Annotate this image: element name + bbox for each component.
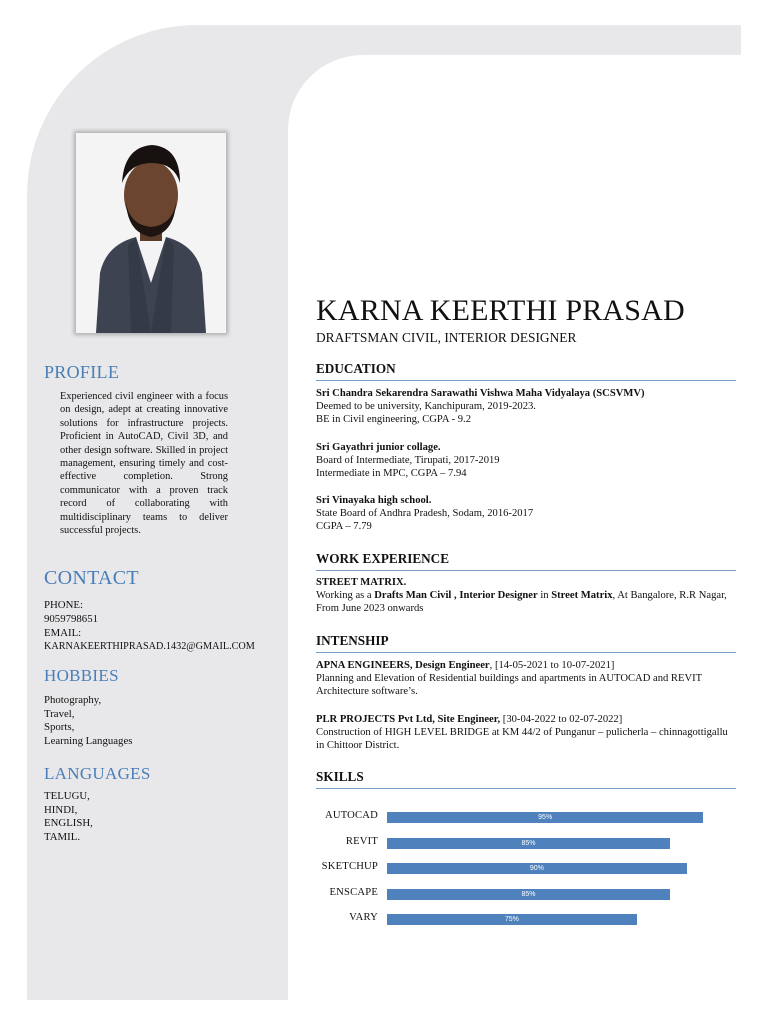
language-item: TELUGU, (44, 790, 90, 802)
skill-label: REVIT (345, 835, 378, 847)
internship-description: Construction of HIGH LEVEL BRIDGE at KM 44/2 of Punganur – pulicherla – chinnagottigallu in Chittoor District. (316, 726, 728, 751)
hobbies-list (44, 694, 132, 748)
internship-description: Planning and Elevation of Residential buildings and apartments in AUTOCAD and REVIT Architecture software’s. (316, 672, 702, 697)
school-name: Sri Chandra Sekarendra Sarawathi Vishwa Maha Vidyalaya (SCSVMV) (316, 388, 645, 399)
work-company: STREET MATRIX. (316, 577, 407, 588)
school-detail: Deemed to be university, Kanchipuram, 2019-2023. (316, 400, 536, 412)
profile-summary: Experienced civil engineer with a focus on design, adept at creating innovative solutions for infrastructure projects. Proficient in AutoCAD, Civil 3D, and other design software. Skilled in project management, ensuring timely and cost-effective completion. Strong communicator with a proven track record of collaborating with multidisciplinary teams to deliver successful projects. (60, 391, 228, 537)
language-item: TAMIL. (44, 830, 81, 843)
skill-row (300, 831, 740, 857)
profile-photo (76, 133, 226, 333)
email-label: EMAIL: (44, 627, 82, 639)
work-entry (316, 577, 736, 615)
internship-company: PLR PROJECTS Pvt Ltd, Site Engineer, (316, 714, 501, 725)
skill-row (300, 907, 740, 933)
skills-chart (300, 805, 740, 933)
profile-heading: PROFILE (44, 362, 120, 382)
email-value[interactable]: KARNAKEERTHIPRASAD.1432@GMAIL.COM (44, 641, 255, 652)
skills-heading: SKILLS (316, 769, 736, 789)
skill-percent-label: 85% (521, 890, 536, 898)
phone-value: 9059798651 (44, 613, 98, 625)
phone-label: PHONE: (44, 599, 83, 611)
hobby-item: Sports, (44, 721, 75, 734)
education-heading: EDUCATION (316, 361, 736, 381)
skill-percent-label: 95% (538, 814, 553, 821)
internship-company: APNA ENGINEERS, Design Engineer (316, 660, 490, 671)
skill-row (300, 882, 740, 908)
work-experience-heading: WORK EXPERIENCE (316, 551, 736, 571)
internship-entry (316, 714, 736, 752)
candidate-role: DRAFTSMAN CIVIL, INTERIOR DESIGNER (316, 330, 577, 345)
hobbies-heading: HOBBIES (44, 666, 119, 685)
school-detail: State Board of Andhra Pradesh, Sodam, 2016-2017 (316, 507, 534, 519)
internship-dates: [30-04-2022 to 02-07-2022] (500, 714, 623, 725)
contact-heading: CONTACT (44, 567, 139, 589)
skill-bar (387, 889, 670, 900)
skill-percent-label: 90% (529, 865, 544, 872)
work-description: Working as a Drafts Man Civil , Interior Designer in Street Matrix, At Bangalore, R.R Nagar, From June 2023 onwards (316, 589, 727, 614)
education-entry (316, 495, 736, 533)
skill-label: VARY (349, 912, 378, 923)
candidate-name: KARNA KEERTHI PRASAD (316, 294, 685, 327)
school-name: Sri Vinayaka high school. (316, 495, 432, 506)
languages-heading: LANGUAGES (44, 764, 151, 783)
skill-bar (387, 914, 637, 925)
hobby-item: Learning Languages (44, 734, 133, 747)
skill-bar (387, 838, 670, 849)
skill-bar (387, 812, 703, 823)
education-entry (316, 442, 736, 480)
skill-label: ENSCAPE (329, 886, 378, 898)
skill-label: AUTOCAD (325, 810, 378, 821)
language-item: ENGLISH, (44, 817, 93, 830)
internship-entry (316, 660, 736, 698)
internship-dates: , [14-05-2021 to 10-07-2021] (489, 660, 615, 671)
school-detail: Board of Intermediate, Tirupati, 2017-2019 (316, 454, 500, 466)
hobby-item: Travel, (44, 707, 75, 720)
contact-details (44, 598, 255, 654)
languages-list (44, 790, 93, 844)
internship-heading: INTENSHIP (316, 633, 736, 653)
language-item: HINDI, (44, 803, 78, 816)
skill-percent-label: 85% (521, 839, 536, 847)
school-name: Sri Gayathri junior collage. (316, 442, 441, 453)
education-entry (316, 388, 736, 426)
skill-percent-label: 75% (504, 916, 519, 923)
skill-row (300, 805, 740, 831)
hobby-item: Photography, (44, 694, 102, 706)
skill-row (300, 856, 740, 882)
school-detail: BE in Civil engineering, CGPA - 9.2 (316, 413, 471, 425)
school-detail: Intermediate in MPC, CGPA – 7.94 (316, 467, 467, 479)
school-detail: CGPA – 7.79 (316, 520, 372, 532)
skill-bar (387, 863, 687, 874)
skill-label: SKETCHUP (321, 861, 378, 872)
